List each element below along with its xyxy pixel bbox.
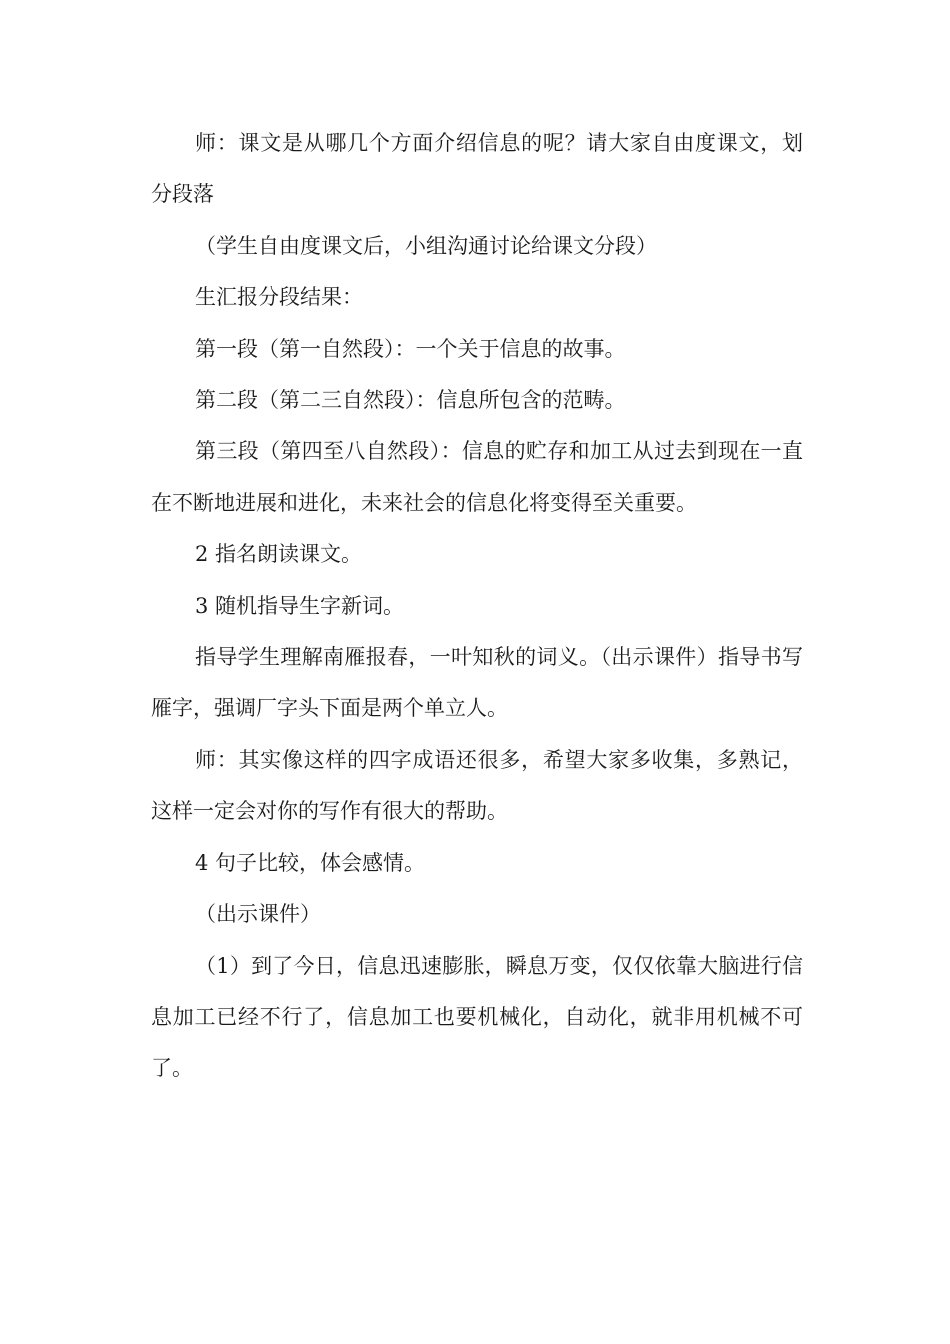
paragraph-teacher-idioms: 师：其实像这样的四字成语还很多，希望大家多收集，多熟记，这样一定会对你的写作有很大的帮助。 (151, 747, 803, 824)
paragraph-teacher-question: 师：课文是从哪几个方面介绍信息的呢？请大家自由度课文，划分段落 (151, 131, 803, 207)
paragraph-vocabulary-guidance: 指导学生理解南雁报春，一叶知秋的词义。（出示课件）指导书写雁字，强调厂字头下面是两个单立人。 (151, 645, 803, 721)
paragraph-student-activity: （学生自由度课文后，小组沟通讨论给课文分段） (195, 233, 657, 258)
paragraph-step-four: 4 句子比较，体会感情。 (195, 850, 426, 875)
paragraph-show-courseware: （出示课件） (195, 902, 321, 927)
paragraph-section-one: 第一段（第一自然段）：一个关于信息的故事。 (195, 336, 626, 361)
paragraph-report-heading: 生汇报分段结果： (195, 285, 363, 310)
paragraph-section-two: 第二段（第二三自然段）：信息所包含的范畴。 (195, 388, 626, 413)
paragraph-step-two: 2 指名朗读课文。 (195, 542, 363, 567)
paragraph-sentence-one: （1）到了今日，信息迅速膨胀，瞬息万变，仅仅依靠大脑进行信息加工已经不行了，信息加工也要机械化，自动化，就非用机械不可了。 (151, 953, 803, 1081)
paragraph-step-three: 3 随机指导生字新词。 (195, 593, 405, 618)
paragraph-section-three: 第三段（第四至八自然段）：信息的贮存和加工从过去到现在一直在不断地进展和进化，未来社会的信息化将变得至关重要。 (151, 439, 803, 515)
document-body (151, 118, 803, 1095)
